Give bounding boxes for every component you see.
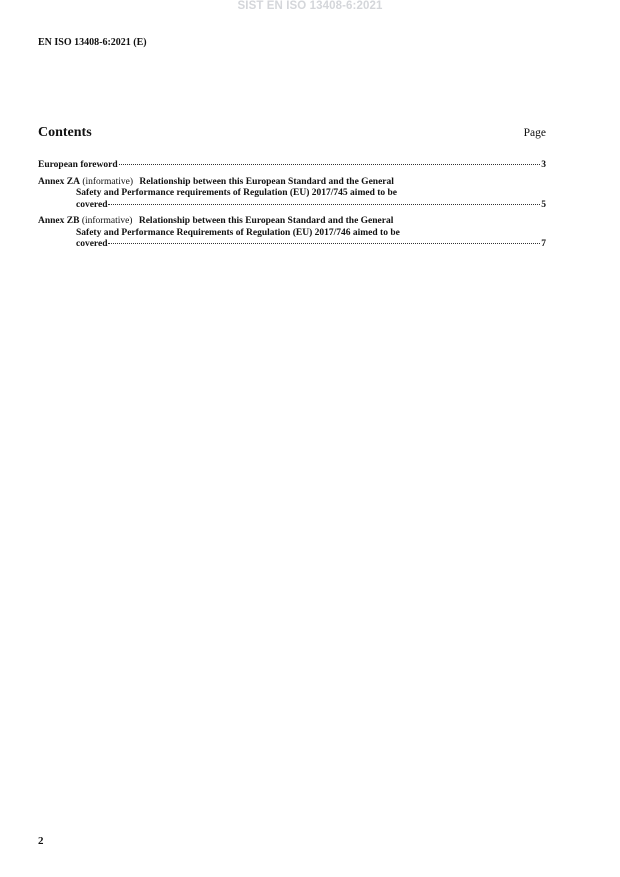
toc-entry-annex-za[interactable] [38, 177, 546, 212]
page-column-label: Page [523, 127, 546, 139]
annex-code: Annex ZA [38, 176, 80, 187]
annex-kind: (informative) [81, 216, 133, 226]
annex-title-line1: Relationship between this European Standard and the General [138, 216, 394, 226]
dot-leader [119, 164, 541, 165]
contents-title: Contents [38, 125, 92, 140]
toc-entry-title: European foreword [38, 160, 118, 170]
dot-leader [108, 204, 540, 205]
document-id: EN ISO 13408-6:2021 (E) [38, 37, 147, 48]
dot-leader [108, 243, 540, 244]
annex-title-line3: covered [76, 199, 108, 210]
page-number: 2 [38, 835, 44, 847]
annex-kind: (informative) [82, 176, 133, 187]
watermark: SIST EN ISO 13408-6:2021 [237, 0, 383, 12]
annex-title-line1: Relationship between this European Standard and the General [139, 176, 394, 187]
toc-entry-page: 5 [541, 199, 546, 210]
annex-title-line2: Safety and Performance Requirements of Regulation (EU) 2017/746 aimed to be [76, 227, 400, 238]
toc-entry-page: 7 [541, 239, 546, 249]
toc-entry-foreword[interactable] [38, 160, 546, 172]
table-of-contents [38, 160, 546, 256]
annex-code: Annex ZB [38, 216, 80, 226]
toc-entry-annex-zb[interactable] [38, 216, 546, 251]
annex-title-line3: covered [76, 239, 108, 249]
toc-entry-page: 3 [541, 160, 546, 170]
annex-title-line2: Safety and Performance requirements of Regulation (EU) 2017/745 aimed to be [76, 188, 398, 198]
